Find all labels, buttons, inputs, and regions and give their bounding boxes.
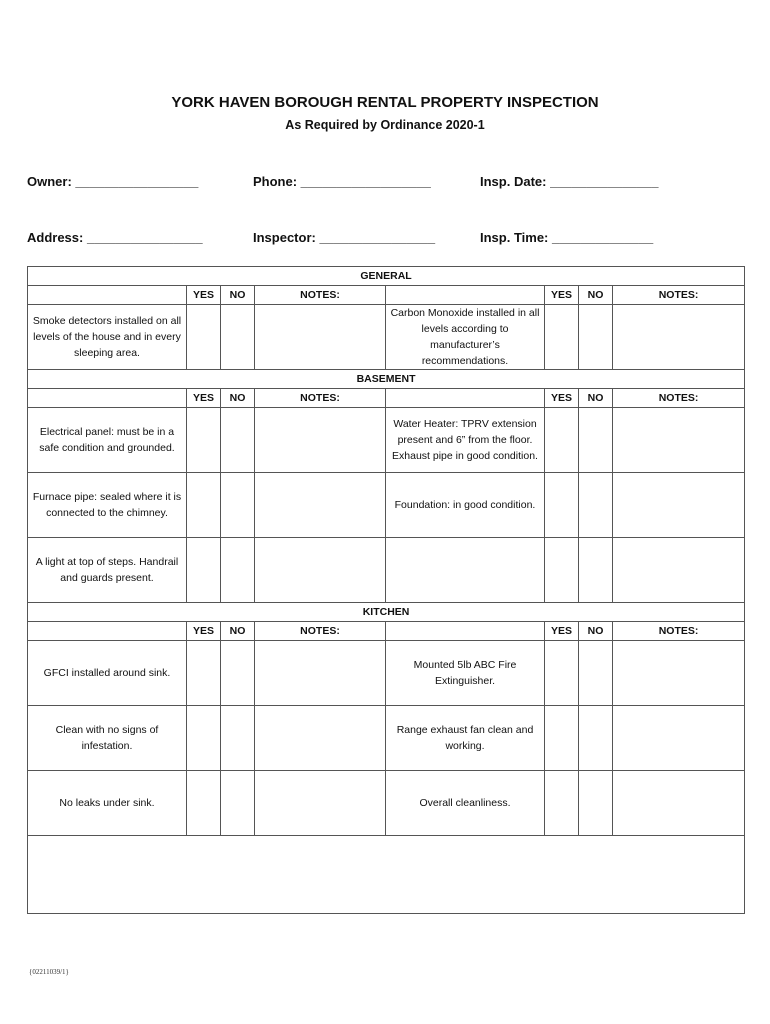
comments-area[interactable] (28, 836, 745, 914)
no-checkbox-cell[interactable] (221, 473, 255, 538)
section-title-kitchen: KITCHEN (28, 603, 745, 622)
notes-cell[interactable] (255, 305, 386, 370)
yes-checkbox-cell[interactable] (187, 305, 221, 370)
no-header: NO (221, 286, 255, 305)
no-checkbox-cell[interactable] (579, 305, 613, 370)
inspection-table (27, 266, 745, 914)
yes-checkbox-cell[interactable] (545, 771, 579, 836)
item-label: Mounted 5lb ABC Fire Extinguisher. (386, 641, 545, 706)
yes-header: YES (545, 389, 579, 408)
no-header: NO (221, 622, 255, 641)
notes-cell[interactable] (613, 771, 745, 836)
notes-header: NOTES: (255, 389, 386, 408)
table-row (28, 473, 745, 538)
notes-header: NOTES: (613, 622, 745, 641)
page-subtitle: As Required by Ordinance 2020-1 (285, 118, 485, 132)
header-blank-cell (386, 389, 545, 408)
item-label: A light at top of steps. Handrail and guards present. (28, 538, 187, 603)
no-header: NO (579, 286, 613, 305)
notes-cell[interactable] (255, 771, 386, 836)
notes-cell[interactable] (255, 473, 386, 538)
item-label (386, 538, 545, 603)
yes-checkbox-cell[interactable] (545, 706, 579, 771)
yes-checkbox-cell[interactable] (545, 641, 579, 706)
no-checkbox-cell[interactable] (579, 408, 613, 473)
yes-checkbox-cell[interactable] (187, 706, 221, 771)
header-blank-cell (386, 286, 545, 305)
yes-header: YES (187, 389, 221, 408)
table-row (28, 771, 745, 836)
column-header-row (28, 286, 745, 305)
item-label: Furnace pipe: sealed where it is connected to the chimney. (28, 473, 187, 538)
item-label: Water Heater: TPRV extension present and 6” from the floor. Exhaust pipe in good condition. (386, 408, 545, 473)
inspector-field[interactable]: Inspector: ________________ (253, 230, 436, 245)
yes-checkbox-cell[interactable] (545, 473, 579, 538)
table-row (28, 641, 745, 706)
no-checkbox-cell[interactable] (221, 771, 255, 836)
yes-checkbox-cell[interactable] (545, 305, 579, 370)
header-blank-cell (28, 622, 187, 641)
item-label: Carbon Monoxide installed in all levels according to manufacturer’s recommendations. (386, 305, 545, 370)
no-header: NO (579, 622, 613, 641)
header-blank-cell (28, 389, 187, 408)
no-header: NO (579, 389, 613, 408)
table-row (28, 706, 745, 771)
yes-header: YES (545, 286, 579, 305)
header-blank-cell (386, 622, 545, 641)
notes-header: NOTES: (255, 286, 386, 305)
section-title-general: GENERAL (28, 267, 745, 286)
item-label: Smoke detectors installed on all levels of the house and in every sleeping area. (28, 305, 187, 370)
yes-header: YES (187, 286, 221, 305)
item-label: Range exhaust fan clean and working. (386, 706, 545, 771)
column-header-row (28, 389, 745, 408)
no-checkbox-cell[interactable] (579, 538, 613, 603)
no-checkbox-cell[interactable] (579, 641, 613, 706)
item-label: No leaks under sink. (28, 771, 187, 836)
notes-header: NOTES: (613, 389, 745, 408)
notes-cell[interactable] (613, 305, 745, 370)
table-row (28, 538, 745, 603)
notes-cell[interactable] (255, 641, 386, 706)
notes-cell[interactable] (255, 538, 386, 603)
notes-header: NOTES: (255, 622, 386, 641)
page-title: YORK HAVEN BOROUGH RENTAL PROPERTY INSPECTION (171, 94, 599, 111)
owner-field[interactable]: Owner: _________________ (27, 174, 199, 189)
yes-checkbox-cell[interactable] (545, 408, 579, 473)
yes-checkbox-cell[interactable] (187, 641, 221, 706)
notes-cell[interactable] (613, 538, 745, 603)
notes-cell[interactable] (613, 473, 745, 538)
phone-field[interactable]: Phone: __________________ (253, 174, 431, 189)
table-row (28, 408, 745, 473)
item-label: Electrical panel: must be in a safe condition and grounded. (28, 408, 187, 473)
no-checkbox-cell[interactable] (221, 305, 255, 370)
no-checkbox-cell[interactable] (221, 706, 255, 771)
yes-checkbox-cell[interactable] (545, 538, 579, 603)
table-row (28, 305, 745, 370)
address-field[interactable]: Address: ________________ (27, 230, 203, 245)
notes-cell[interactable] (255, 706, 386, 771)
yes-checkbox-cell[interactable] (187, 538, 221, 603)
yes-header: YES (545, 622, 579, 641)
item-label: Foundation: in good condition. (386, 473, 545, 538)
item-label: GFCI installed around sink. (28, 641, 187, 706)
column-header-row (28, 622, 745, 641)
yes-header: YES (187, 622, 221, 641)
item-label: Clean with no signs of infestation. (28, 706, 187, 771)
notes-cell[interactable] (613, 706, 745, 771)
no-checkbox-cell[interactable] (579, 473, 613, 538)
section-title-basement: BASEMENT (28, 370, 745, 389)
yes-checkbox-cell[interactable] (187, 771, 221, 836)
header-blank-cell (28, 286, 187, 305)
yes-checkbox-cell[interactable] (187, 408, 221, 473)
insp-date-field[interactable]: Insp. Date: _______________ (480, 174, 659, 189)
no-checkbox-cell[interactable] (579, 771, 613, 836)
insp-time-field[interactable]: Insp. Time: ______________ (480, 230, 654, 245)
notes-header: NOTES: (613, 286, 745, 305)
document-code: {02211039/1} (29, 968, 69, 976)
notes-cell[interactable] (255, 408, 386, 473)
notes-cell[interactable] (613, 641, 745, 706)
no-checkbox-cell[interactable] (221, 408, 255, 473)
no-header: NO (221, 389, 255, 408)
notes-cell[interactable] (613, 408, 745, 473)
item-label: Overall cleanliness. (386, 771, 545, 836)
no-checkbox-cell[interactable] (221, 641, 255, 706)
no-checkbox-cell[interactable] (579, 706, 613, 771)
no-checkbox-cell[interactable] (221, 538, 255, 603)
yes-checkbox-cell[interactable] (187, 473, 221, 538)
